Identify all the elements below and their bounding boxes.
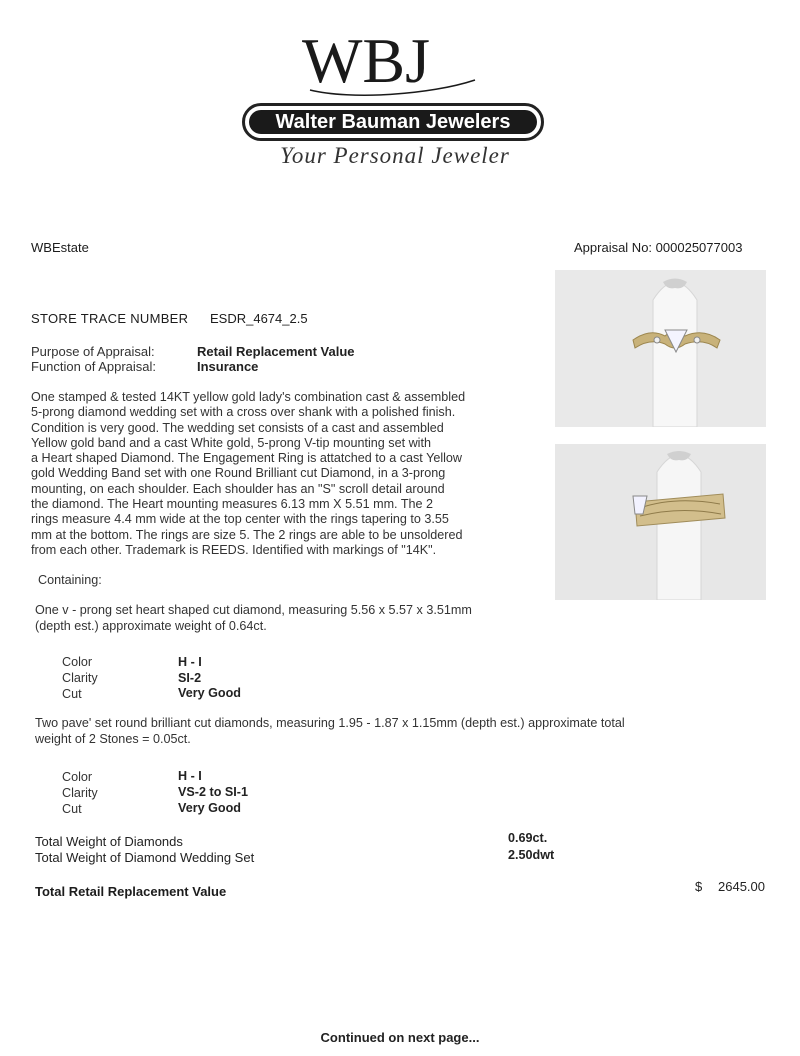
diamond2-line: weight of 2 Stones = 0.05ct. <box>35 731 191 746</box>
purpose-value: Retail Replacement Value <box>197 344 355 359</box>
diamond1-cut-label: Cut <box>62 687 82 701</box>
diamond1-line: (depth est.) approximate weight of 0.64ct. <box>35 618 267 633</box>
total-set-weight-value: 2.50dwt <box>508 848 555 862</box>
item-description <box>31 390 531 558</box>
diamond2-cut-label: Cut <box>62 802 82 816</box>
monogram-text: WBJ <box>302 25 430 96</box>
store-trace-label: STORE TRACE NUMBER <box>31 311 189 326</box>
total-set-weight-label: Total Weight of Diamond Wedding Set <box>35 850 255 865</box>
diamond2-description <box>35 716 725 747</box>
diamond1-color-label: Color <box>62 655 93 669</box>
company-monogram-logo <box>290 20 490 100</box>
diamond2-color-value: H - I <box>178 769 202 783</box>
company-tagline: Your Personal Jeweler <box>280 143 510 168</box>
diamond1-description <box>35 603 555 634</box>
diamond2-clarity-label: Clarity <box>62 786 98 800</box>
diamond1-line: One v - prong set heart shaped cut diamond, measuring 5.56 x 5.57 x 3.51mm <box>35 603 472 617</box>
description-line: gold Wedding Band set with one Round Brilliant cut Diamond, in a 3-prong <box>31 466 446 481</box>
company-name: Walter Bauman Jewelers <box>249 110 537 134</box>
ring-photo-side <box>555 444 766 600</box>
diamond1-clarity-label: Clarity <box>62 671 98 685</box>
total-diamond-weight-label: Total Weight of Diamonds <box>35 834 183 849</box>
total-retail-value: 2645.00 <box>718 879 765 894</box>
total-retail-value-label: Total Retail Replacement Value <box>35 884 227 899</box>
purpose-label: Purpose of Appraisal: <box>31 344 155 359</box>
company-name-banner <box>242 103 544 141</box>
diamond2-color-label: Color <box>62 770 93 784</box>
description-line: 5-prong diamond wedding set with a cross over shank with a polished finish. <box>31 405 456 420</box>
ring-photo-front <box>555 270 766 427</box>
store-trace-value: ESDR_4674_2.5 <box>210 311 308 326</box>
appraisal-number-row <box>574 240 742 256</box>
description-line: Condition is very good. The wedding set consists of a cast and assembled <box>31 420 444 435</box>
diamond2-line: Two pave' set round brilliant cut diamonds, measuring 1.95 - 1.87 x 1.15mm (depth est.) approximate total <box>35 716 625 730</box>
function-label: Function of Appraisal: <box>31 359 157 374</box>
description-line: from each other. Trademark is REEDS. Identified with markings of "14K". <box>31 542 437 557</box>
description-line: rings measure 4.4 mm wide at the top center with the rings tapering to 3.55 <box>31 512 449 527</box>
diamond1-color-value: H - I <box>178 655 202 669</box>
description-line: Yellow gold band and a cast White gold, 5-prong V-tip mounting set with <box>31 435 431 450</box>
total-diamond-weight-value: 0.69ct. <box>508 831 548 845</box>
continued-note: Continued on next page... <box>320 1030 480 1045</box>
currency-symbol: $ <box>695 879 703 894</box>
description-line: mounting, on each shoulder. Each shoulder has an "S" scroll detail around <box>31 481 445 496</box>
containing-label: Containing: <box>38 573 102 587</box>
description-line: a Heart shaped Diamond. The Engagement Ring is attatched to a cast Yellow <box>31 451 463 466</box>
function-value: Insurance <box>197 359 259 374</box>
appraisal-number-label: Appraisal No: <box>574 240 653 255</box>
diamond1-clarity-value: SI-2 <box>178 671 202 685</box>
description-line: One stamped & tested 14KT yellow gold lady's combination cast & assembled <box>31 390 466 404</box>
diamond2-clarity-value: VS-2 to SI-1 <box>178 785 248 799</box>
diamond2-cut-value: Very Good <box>178 801 241 815</box>
diamond1-cut-value: Very Good <box>178 686 241 700</box>
description-line: mm at the bottom. The rings are size 5. The 2 rings are able to be unsoldered <box>31 527 463 542</box>
appraisal-number: 000025077003 <box>655 240 743 255</box>
seller-name: WBEstate <box>31 240 89 255</box>
description-line: the diamond. The Heart mounting measures 6.13 mm X 5.51 mm. The 2 <box>31 497 434 512</box>
